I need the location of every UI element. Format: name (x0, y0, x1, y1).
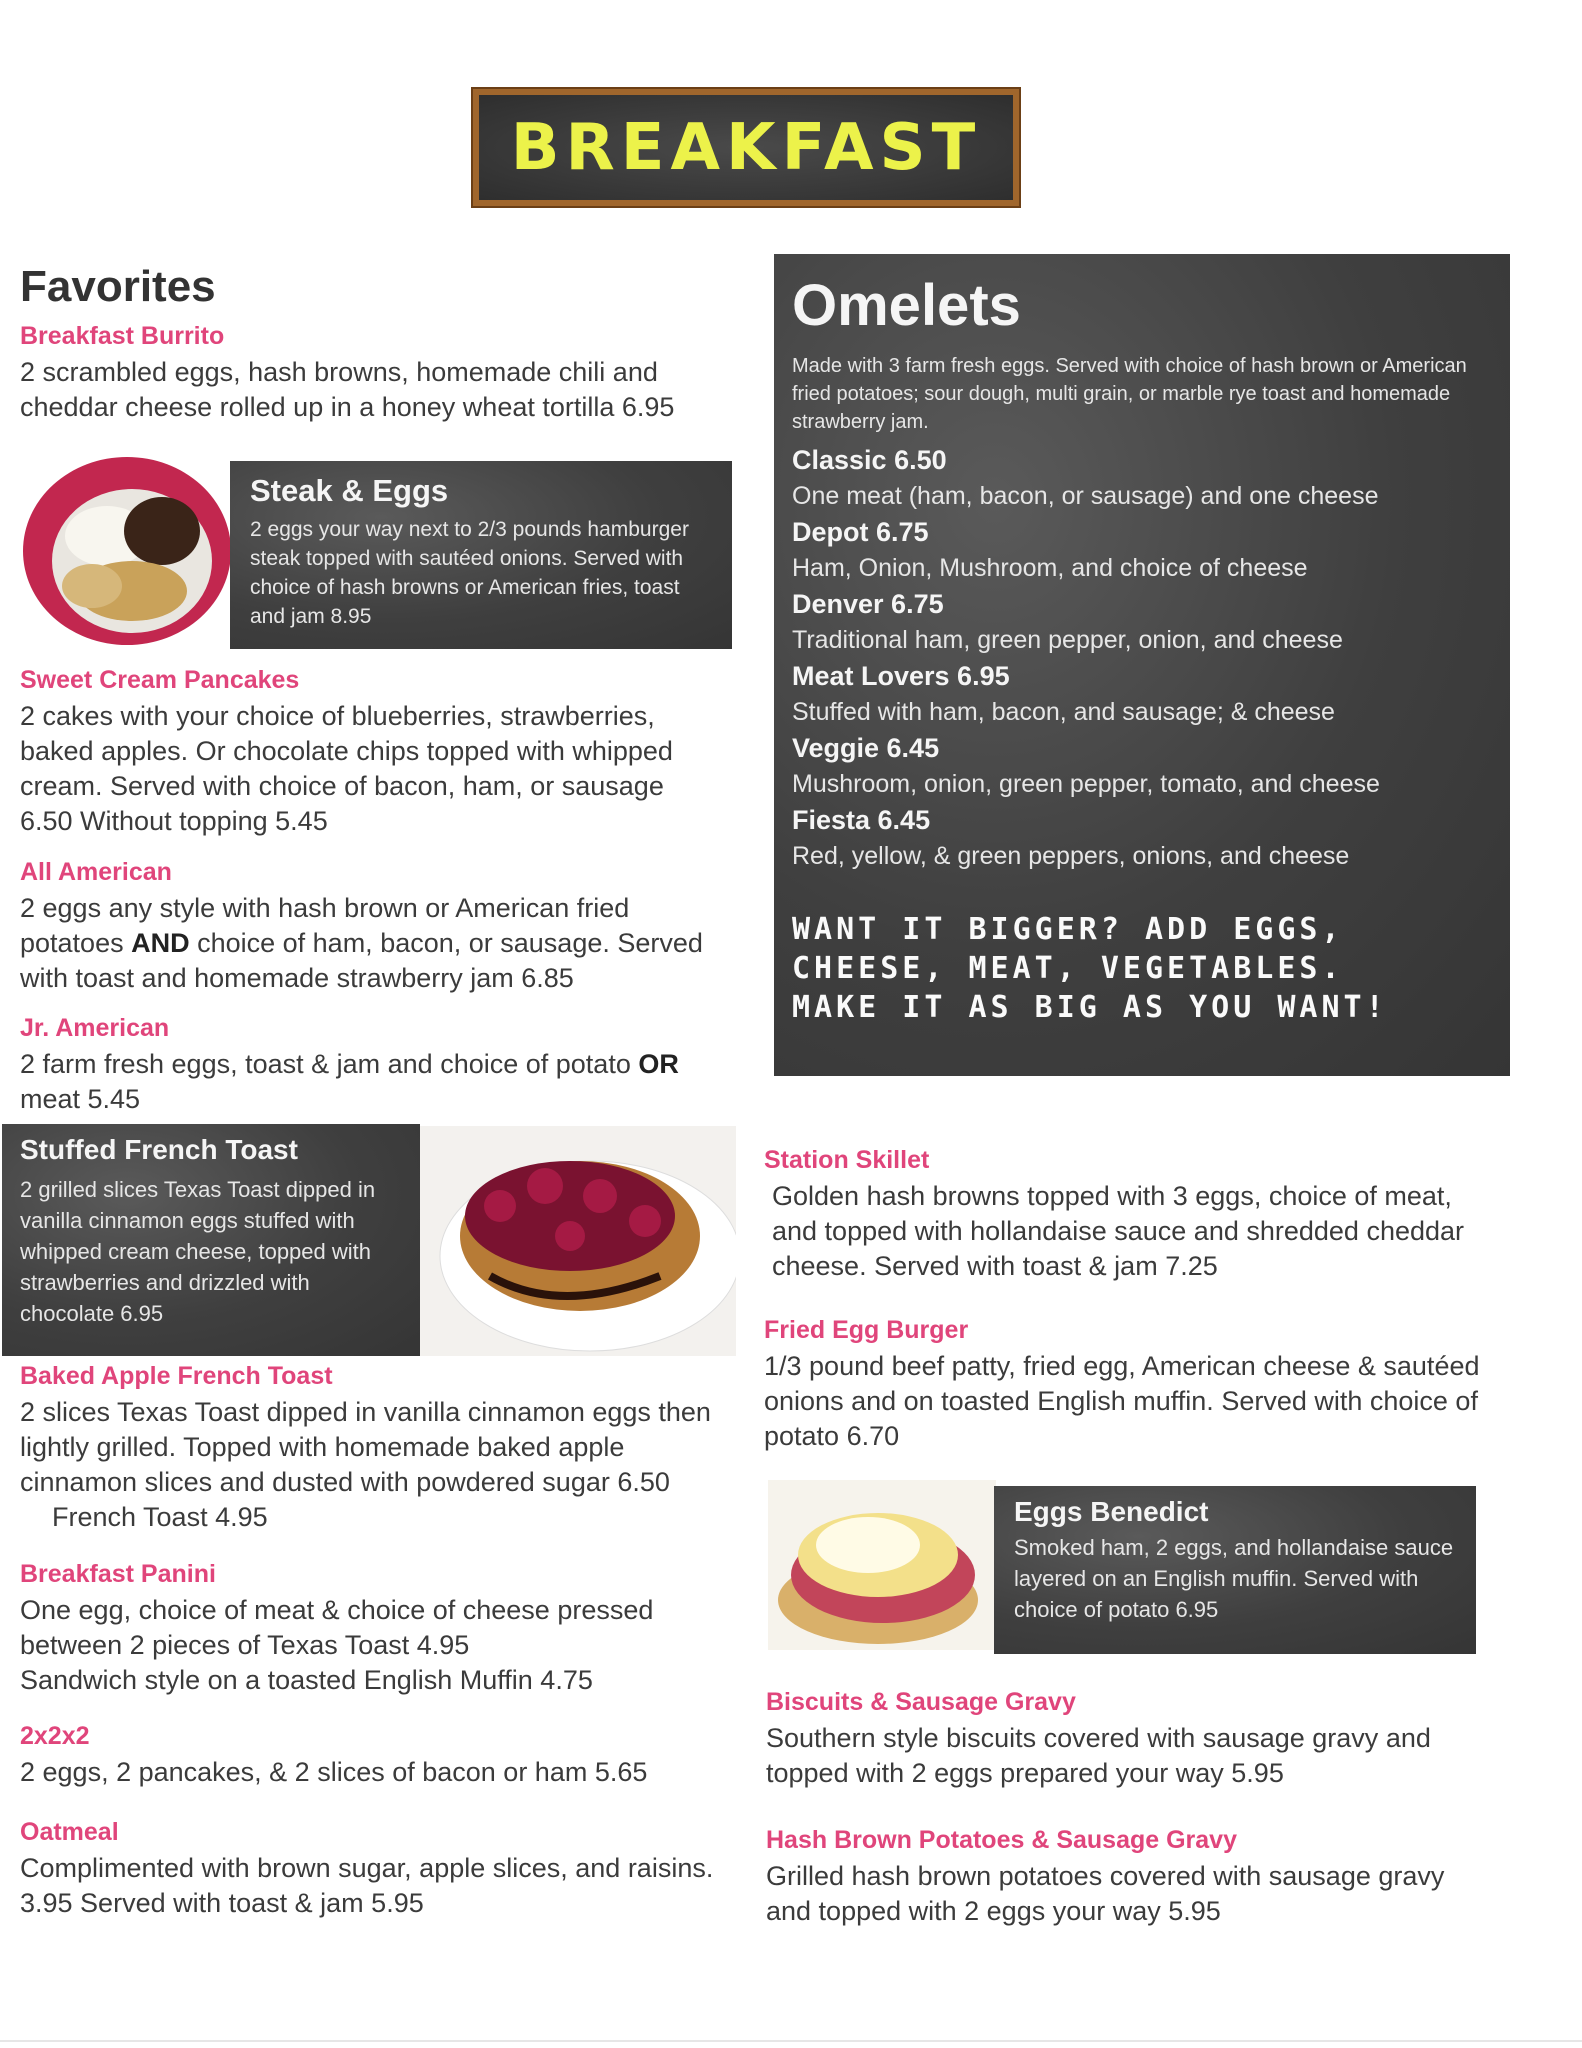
item-description: Complimented with brown sugar, apple slices, and raisins. 3.95 Served with toast & jam 5.95 (20, 1853, 714, 1918)
item-title: Baked Apple French Toast (20, 1362, 333, 1390)
item-description: Grilled hash brown potatoes covered with sausage gravy and topped with 2 eggs your way 5.95 (766, 1861, 1445, 1926)
omelet-name: Meat Lovers 6.95 (792, 661, 1010, 691)
item-description: 2 scrambled eggs, hash browns, homemade chili and cheddar cheese rolled up in a honey wheat tortilla 6.95 (20, 357, 675, 422)
omelet-description: One meat (ham, bacon, or sausage) and one cheese (792, 482, 1379, 510)
favorites-heading: Favorites (20, 262, 216, 311)
omelet-item (792, 658, 1492, 730)
item-description: 1/3 pound beef patty, fried egg, American cheese & sautéed onions and on toasted English muffin. Served with choice of potato 6.70 (764, 1351, 1480, 1451)
page-title: BREAKFAST (510, 110, 982, 185)
stuffed-french-toast-photo (420, 1126, 736, 1356)
sweet-cream-pancakes-item (20, 666, 720, 839)
omelet-item (792, 514, 1492, 586)
omelet-name: Classic 6.50 (792, 445, 947, 475)
desc-part: 2 farm fresh eggs, toast & jam and choice of potato (20, 1049, 639, 1079)
omelets-heading: Omelets (792, 273, 1021, 338)
item-title: Steak & Eggs (250, 473, 449, 508)
item-title: Breakfast Burrito (20, 322, 225, 350)
omelet-name: Fiesta 6.45 (792, 805, 931, 835)
breakfast-burrito-item (20, 322, 720, 425)
omelet-name: Denver 6.75 (792, 589, 944, 619)
omelet-description: Traditional ham, green pepper, onion, and cheese (792, 626, 1343, 654)
item-description: 2 cakes with your choice of blueberries, strawberries, baked apples. Or chocolate chips topped with whipped cream. Served with choice of bacon, ham, or sausage 6.50 Without topping 5.45 (20, 701, 673, 836)
omelet-item (792, 586, 1492, 658)
omelets-intro: Made with 3 farm fresh eggs. Served with choice of hash brown or American fried potatoes; sour dough, multi grain, or marble rye toast and homemade strawberry jam. (792, 355, 1467, 433)
omelet-list (792, 442, 1492, 874)
eggs-benedict-photo (768, 1480, 996, 1650)
callout-line: MAKE IT AS BIG AS YOU WANT! (792, 990, 1388, 1025)
omelet-description: Red, yellow, & green peppers, onions, and cheese (792, 842, 1350, 870)
item-description-secondary: French Toast 4.95 (52, 1502, 268, 1532)
biscuits-gravy-item (766, 1688, 1496, 1791)
omelets-board (774, 254, 1510, 1076)
desc-emphasis: AND (131, 928, 190, 958)
desc-part: 2 eggs any style with hash brown or American fried potatoes (20, 893, 630, 958)
item-description: 2 slices Texas Toast dipped in vanilla cinnamon eggs then lightly grilled. Topped with homemade baked apple cinnamon slices and dusted with powdered sugar 6.50 (20, 1397, 711, 1497)
item-description (20, 1047, 710, 1117)
steak-eggs-image (22, 456, 232, 646)
omelet-description: Ham, Onion, Mushroom, and choice of cheese (792, 554, 1308, 582)
omelet-description: Mushroom, onion, green pepper, tomato, and cheese (792, 770, 1380, 798)
desc-part: choice of ham, bacon, or sausage. Served with toast and homemade strawberry jam 6.85 (20, 928, 703, 993)
item-title: Fried Egg Burger (764, 1316, 969, 1344)
fried-egg-burger-item (764, 1316, 1494, 1454)
omelet-name: Veggie 6.45 (792, 733, 940, 763)
item-title: 2x2x2 (20, 1722, 90, 1750)
item-description: One egg, choice of meat & choice of cheese pressed between 2 pieces of Texas Toast 4.95 (20, 1595, 654, 1660)
hash-brown-gravy-item (766, 1826, 1496, 1929)
item-title: Jr. American (20, 1014, 170, 1042)
desc-emphasis: OR (638, 1049, 679, 1079)
omelet-description: Stuffed with ham, bacon, and sausage; & cheese (792, 698, 1335, 726)
item-description: 2 grilled slices Texas Toast dipped in vanilla cinnamon eggs stuffed with whipped cream cheese, topped with strawberries and drizzled with chocolate 6.95 (20, 1177, 376, 1326)
item-title: Biscuits & Sausage Gravy (766, 1688, 1076, 1716)
item-title: Station Skillet (764, 1146, 930, 1174)
item-description: Golden hash browns topped with 3 eggs, choice of meat, and topped with hollandaise sauce and shredded cheddar cheese. Served with toast & jam 7.25 (772, 1181, 1465, 1281)
item-title: Sweet Cream Pancakes (20, 666, 300, 694)
item-title: All American (20, 858, 172, 886)
bottom-divider (0, 2040, 1582, 2042)
station-skillet-item (764, 1146, 1484, 1284)
callout-line: WANT IT BIGGER? ADD EGGS, (792, 912, 1344, 947)
omelet-item (792, 442, 1492, 514)
item-title: Oatmeal (20, 1818, 119, 1846)
two-by-item (20, 1722, 720, 1790)
eggs-benedict-image (768, 1480, 996, 1650)
item-description-secondary: Sandwich style on a toasted English Muffin 4.75 (20, 1665, 593, 1695)
omelets-callout (792, 910, 1492, 1027)
eggs-benedict-board (994, 1486, 1476, 1654)
all-american-item (20, 858, 720, 996)
omelet-name: Depot 6.75 (792, 517, 929, 547)
steak-eggs-board (230, 461, 732, 649)
item-description: Southern style biscuits covered with sausage gravy and topped with 2 eggs prepared your way 5.95 (766, 1723, 1431, 1788)
oatmeal-item (20, 1818, 740, 1921)
item-title: Eggs Benedict (1014, 1496, 1209, 1527)
breakfast-panini-item (20, 1560, 720, 1698)
breakfast-sign (473, 89, 1019, 206)
callout-line: CHEESE, MEAT, VEGETABLES. (792, 951, 1344, 986)
item-description: Smoked ham, 2 eggs, and hollandaise sauce layered on an English muffin. Served with choice of potato 6.95 (1014, 1535, 1454, 1622)
french-toast-image (420, 1126, 736, 1356)
steak-eggs-photo (22, 456, 232, 646)
desc-part: meat 5.45 (20, 1084, 141, 1114)
item-description: 2 eggs, 2 pancakes, & 2 slices of bacon or ham 5.65 (20, 1757, 648, 1787)
jr-american-item (20, 1014, 720, 1117)
item-title: Hash Brown Potatoes & Sausage Gravy (766, 1826, 1237, 1854)
omelet-item (792, 802, 1492, 874)
omelet-item (792, 730, 1492, 802)
item-description: 2 eggs your way next to 2/3 pounds hamburger steak topped with sautéed onions. Served with choice of hash browns or American fries, toast and jam 8.95 (250, 518, 689, 628)
item-title: Breakfast Panini (20, 1560, 216, 1588)
item-title: Stuffed French Toast (20, 1134, 298, 1165)
stuffed-french-toast-board (2, 1124, 420, 1356)
item-description (20, 891, 710, 996)
baked-apple-french-toast-item (20, 1362, 730, 1535)
